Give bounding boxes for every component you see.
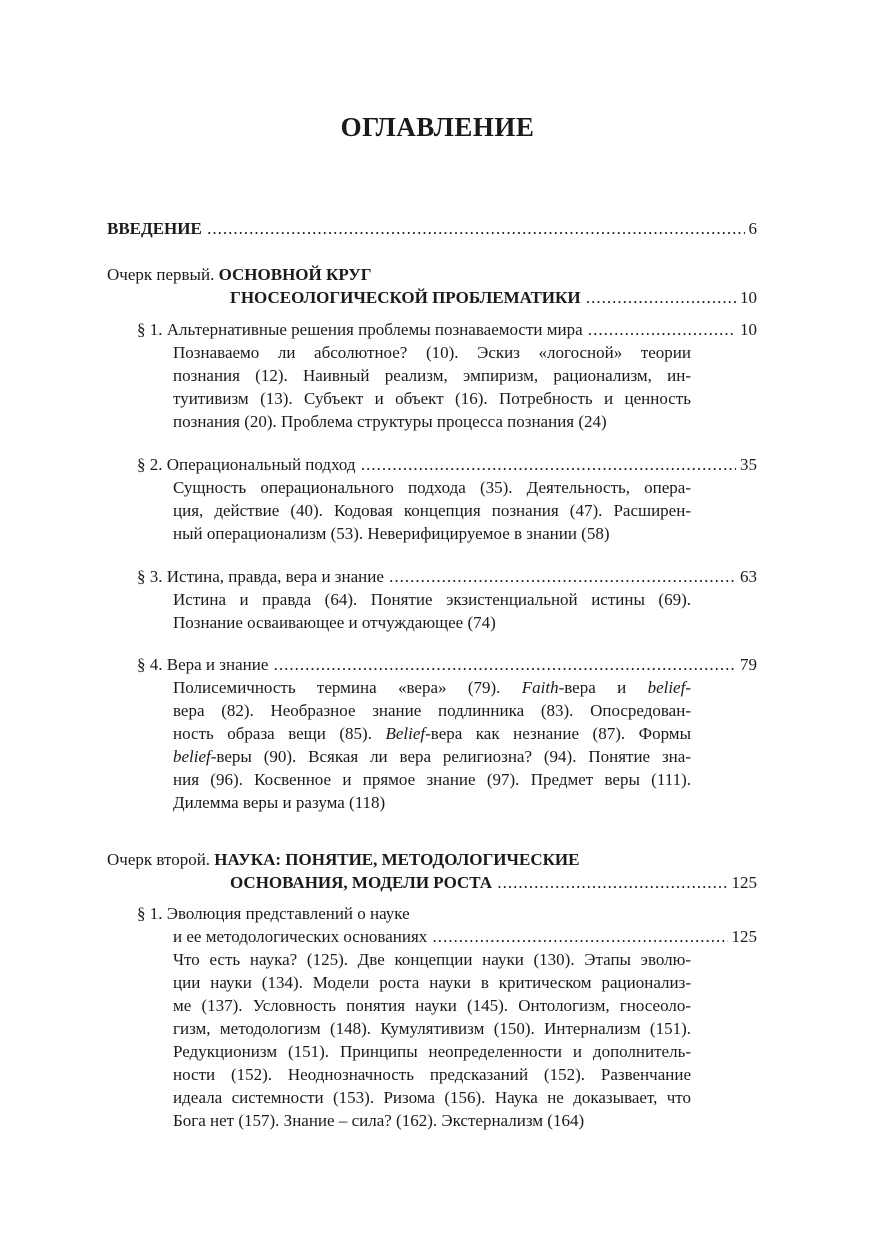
page-number: 125 (731, 927, 757, 946)
description-line: Полисемичность термина «вера» (79). Faith-вера и belief- (173, 678, 691, 697)
toc-entry-section[interactable] (107, 653, 757, 676)
description-line: Дилемма веры и разума (118) (173, 793, 386, 812)
toc-section-2-1 (107, 902, 757, 1132)
description-line: гизм, методологизм (148). Кумулятивизм (150). Интернализм (151). (173, 1019, 691, 1038)
description-line: belief-веры (90). Всякая ли вера религиозна? (94). Понятие зна- (173, 747, 691, 766)
essay-heading-line (107, 848, 757, 871)
page-number: 125 (731, 873, 757, 892)
toc-section-1-1 (107, 318, 757, 433)
description-line: Редукционизм (151). Принципы неопределенности и дополнитель- (173, 1042, 691, 1061)
description-line: ный операционализм (53). Неверифицируемое в знании (58) (173, 524, 610, 543)
description-line: Бога нет (157). Знание – сила? (162). Экстернализм (164) (173, 1111, 585, 1130)
description-line: вера (82). Необразное знание подлинника (83). Опосредован- (173, 701, 691, 720)
section-description (107, 676, 691, 814)
section-description (107, 341, 691, 433)
toc-entry-introduction[interactable] (107, 217, 757, 240)
entry-label: ВВЕДЕНИЕ (107, 219, 202, 238)
essay-title-line1: ОСНОВНОЙ КРУГ (218, 265, 372, 284)
page-title: ОГЛАВЛЕНИЕ (340, 112, 535, 142)
description-line: ность образа вещи (85). Belief-вера как незнание (87). Формы (173, 724, 691, 743)
description-line: туитивизм (13). Субъект и объект (16). Потребность и ценность (173, 389, 691, 408)
description-line: ности (152). Неоднозначность предсказаний (152). Развенчание (173, 1065, 691, 1084)
page-number: 10 (740, 288, 757, 307)
essay-title-line2: ОСНОВАНИЯ, МОДЕЛИ РОСТА (230, 873, 493, 892)
italic-term: belief (173, 747, 211, 766)
section-label-line1: § 1. Эволюция представлений о науке (137, 904, 410, 923)
description-line: ции науки (134). Модели роста науки в критическом рационализ- (173, 973, 691, 992)
description-line: Познаваемо ли абсолютное? (10). Эскиз «логосной» теории (173, 343, 691, 362)
italic-term: belief (647, 678, 686, 697)
page-number: 63 (740, 567, 757, 586)
toc-entry-section[interactable] (107, 925, 757, 948)
toc-essay-1 (107, 263, 757, 309)
section-label: § 2. Операциональный подход (137, 455, 356, 474)
toc-section-1-4 (107, 653, 757, 814)
section-label-line2: и ее методологических основаниях (173, 927, 428, 946)
toc-entry-essay-1[interactable] (107, 286, 757, 309)
page-number: 6 (748, 219, 757, 238)
essay-prefix: Очерк второй. (107, 850, 211, 869)
section-label: § 1. Альтернативные решения проблемы познаваемости мира (137, 320, 583, 339)
description-line: ния (96). Косвенное и прямое знание (97). Предмет веры (111). (173, 770, 691, 789)
toc-entry-section[interactable] (107, 565, 757, 588)
page-number: 35 (740, 455, 757, 474)
description-line: познания (12). Наивный реализм, эмпиризм, рационализм, ин- (173, 366, 691, 385)
description-line: Что есть наука? (125). Две концепции науки (130). Этапы эволю- (173, 950, 691, 969)
toc-section-1-3 (107, 565, 757, 634)
essay-title-line1: НАУКА: ПОНЯТИЕ, МЕТОДОЛОГИЧЕСКИЕ (214, 850, 580, 869)
italic-term: Belief (385, 724, 426, 743)
section-label: § 3. Истина, правда, вера и знание (137, 567, 384, 586)
toc-entry-essay-2[interactable] (107, 871, 757, 894)
italic-term: Faith (521, 678, 559, 697)
section-description (107, 948, 691, 1132)
essay-prefix: Очерк первый. (107, 265, 215, 284)
description-line: ме (137). Условность понятия науки (145). Онтологизм, гносеоло- (173, 996, 691, 1015)
essay-title-line2: ГНОСЕОЛОГИЧЕСКОЙ ПРОБЛЕМАТИКИ (230, 288, 581, 307)
essay-heading-line (107, 263, 757, 286)
description-line: познания (20). Проблема структуры процесса познания (24) (173, 412, 607, 431)
description-line: ция, действие (40). Кодовая концепция познания (47). Расширен- (173, 501, 691, 520)
section-label: § 4. Вера и знание (137, 655, 269, 674)
description-line: идеала системности (153). Ризома (156). Наука не доказывает, что (173, 1088, 691, 1107)
toc-entry-section[interactable] (107, 453, 757, 476)
toc-section-1-2 (107, 453, 757, 545)
page-number: 79 (740, 655, 757, 674)
description-line: Познание осваивающее и отчуждающее (74) (173, 613, 496, 632)
toc-essay-2 (107, 848, 757, 894)
description-line: Сущность операционального подхода (35). Деятельность, опера- (173, 478, 691, 497)
page-number: 10 (740, 320, 757, 339)
toc-entry-section[interactable] (107, 318, 757, 341)
section-description (107, 588, 691, 634)
description-line: Истина и правда (64). Понятие экзистенциальной истины (69). (173, 590, 691, 609)
section-description (107, 476, 691, 545)
